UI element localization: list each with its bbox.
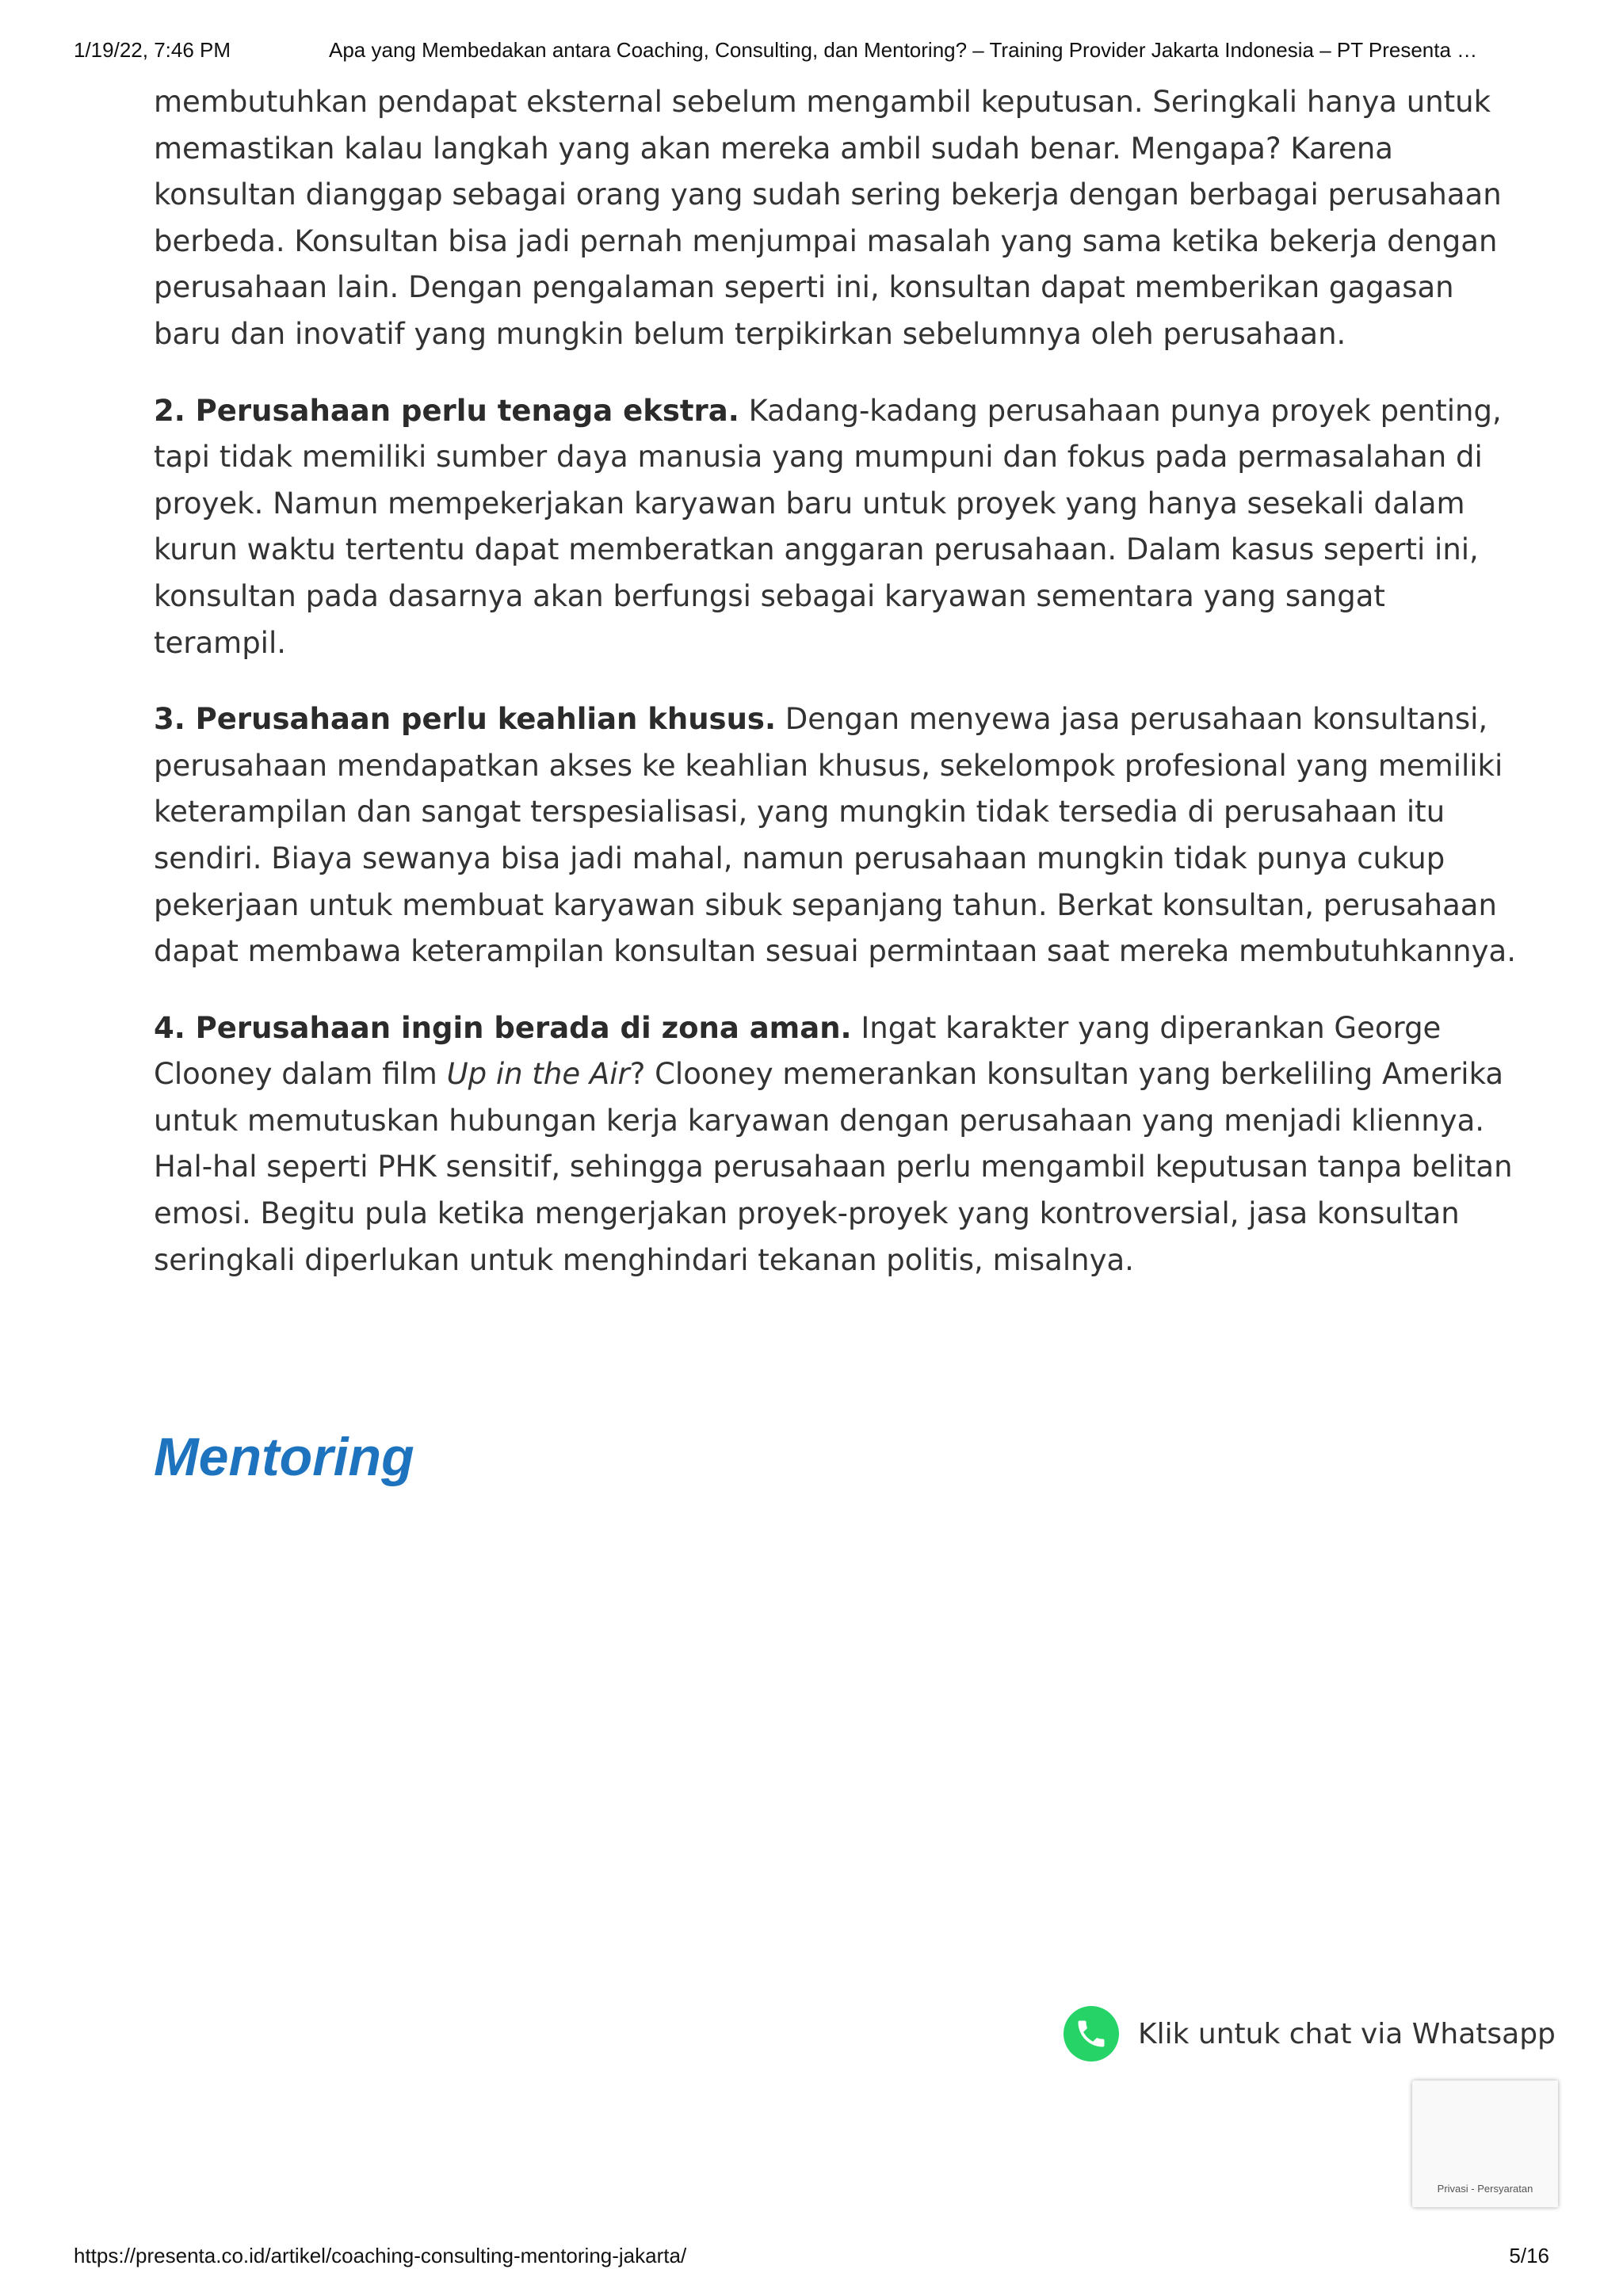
whatsapp-icon[interactable] — [1064, 2006, 1119, 2061]
print-header — [74, 38, 1549, 63]
print-footer — [74, 2244, 1549, 2268]
page-number: 5/16 — [1509, 2244, 1549, 2267]
print-page-title: Apa yang Membedakan antara Coaching, Consulting, dan Mentoring? – Training Provider Jakarta Indonesia – PT Presenta … — [329, 38, 1478, 62]
recaptcha-badge[interactable] — [1412, 2081, 1558, 2207]
intro-paragraph: membutuhkan pendapat eksternal sebelum mengambil keputusan. Seringkali hanya untuk memastikan kalau langkah yang akan mereka ambil sudah benar. Mengapa? Karena konsultan dianggap sebagai orang yang sudah sering bekerja dengan berbagai perusahaan berbeda. Konsultan bisa jadi pernah menjumpai masalah yang sama ketika bekerja dengan perusahaan lain. Dengan pengalaman seperti ini, konsultan dapat memberikan gagasan baru dan inovatif yang mungkin belum terpikirkan sebelumnya oleh perusahaan. — [154, 85, 1502, 351]
point-4-paragraph — [154, 1005, 1517, 1284]
whatsapp-chat-label[interactable]: Klik untuk chat via Whatsapp — [1138, 2017, 1556, 2050]
point-2-paragraph — [154, 388, 1517, 667]
print-datetime: 1/19/22, 7:46 PM — [74, 38, 231, 62]
point-3-paragraph — [154, 696, 1517, 975]
article-body — [154, 79, 1517, 1314]
point-4-title: 4. Perusahaan ingin berada di zona aman. — [154, 1010, 852, 1045]
recaptcha-privacy-terms-links[interactable]: Privasi - Persyaratan — [1437, 2183, 1533, 2195]
point-2-title: 2. Perusahaan perlu tenaga ekstra. — [154, 393, 739, 428]
point-4-text-b: ? Clooney memerankan konsultan yang berkeliling Amerika untuk memutuskan hubungan kerja karyawan dengan perusahaan yang menjadi kliennya. Hal-hal seperti PHK sensitif, sehingga perusahaan perlu mengambil keputusan tanpa belitan emosi. Begitu pula ketika mengerjakan proyek-proyek yang kontroversial, jasa konsultan seringkali diperlukan untuk menghindari tekanan politis, misalnya. — [154, 1057, 1513, 1277]
point-3-title: 3. Perusahaan perlu keahlian khusus. — [154, 702, 777, 737]
point-2-text: Kadang-kadang perusahaan punya proyek penting, tapi tidak memiliki sumber daya manusia yang mumpuni dan fokus pada permasalahan di proyek. Namun mempekerjakan karyawan baru untuk proyek yang hanya sesekali dalam kurun waktu tertentu dapat memberatkan anggaran perusahaan. Dalam kasus seperti ini, konsultan pada dasarnya akan berfungsi sebagai karyawan sementara yang sangat terampil. — [154, 393, 1502, 660]
point-3-text: Dengan menyewa jasa perusahaan konsultansi, perusahaan mendapatkan akses ke keahlian khusus, sekelompok profesional yang memiliki keterampilan dan sangat terspesialisasi, yang mungkin tidak tersedia di perusahaan itu sendiri. Biaya sewanya bisa jadi mahal, namun perusahaan mungkin tidak punya cukup pekerjaan untuk membuat karyawan sibuk sepanjang tahun. Berkat konsultan, perusahaan dapat membawa keterampilan konsultan sesuai permintaan saat mereka membutuhkannya. — [154, 702, 1516, 969]
section-heading-mentoring: Mentoring — [154, 1427, 414, 1487]
point-4-text-a: Ingat karakter yang diperankan George Clooney dalam film — [154, 1010, 1442, 1092]
whatsapp-chat-button[interactable] — [1064, 2006, 1556, 2061]
film-title: Up in the Air — [446, 1057, 630, 1092]
page-url: https://presenta.co.id/artikel/coaching-consulting-mentoring-jakarta/ — [74, 2244, 687, 2267]
